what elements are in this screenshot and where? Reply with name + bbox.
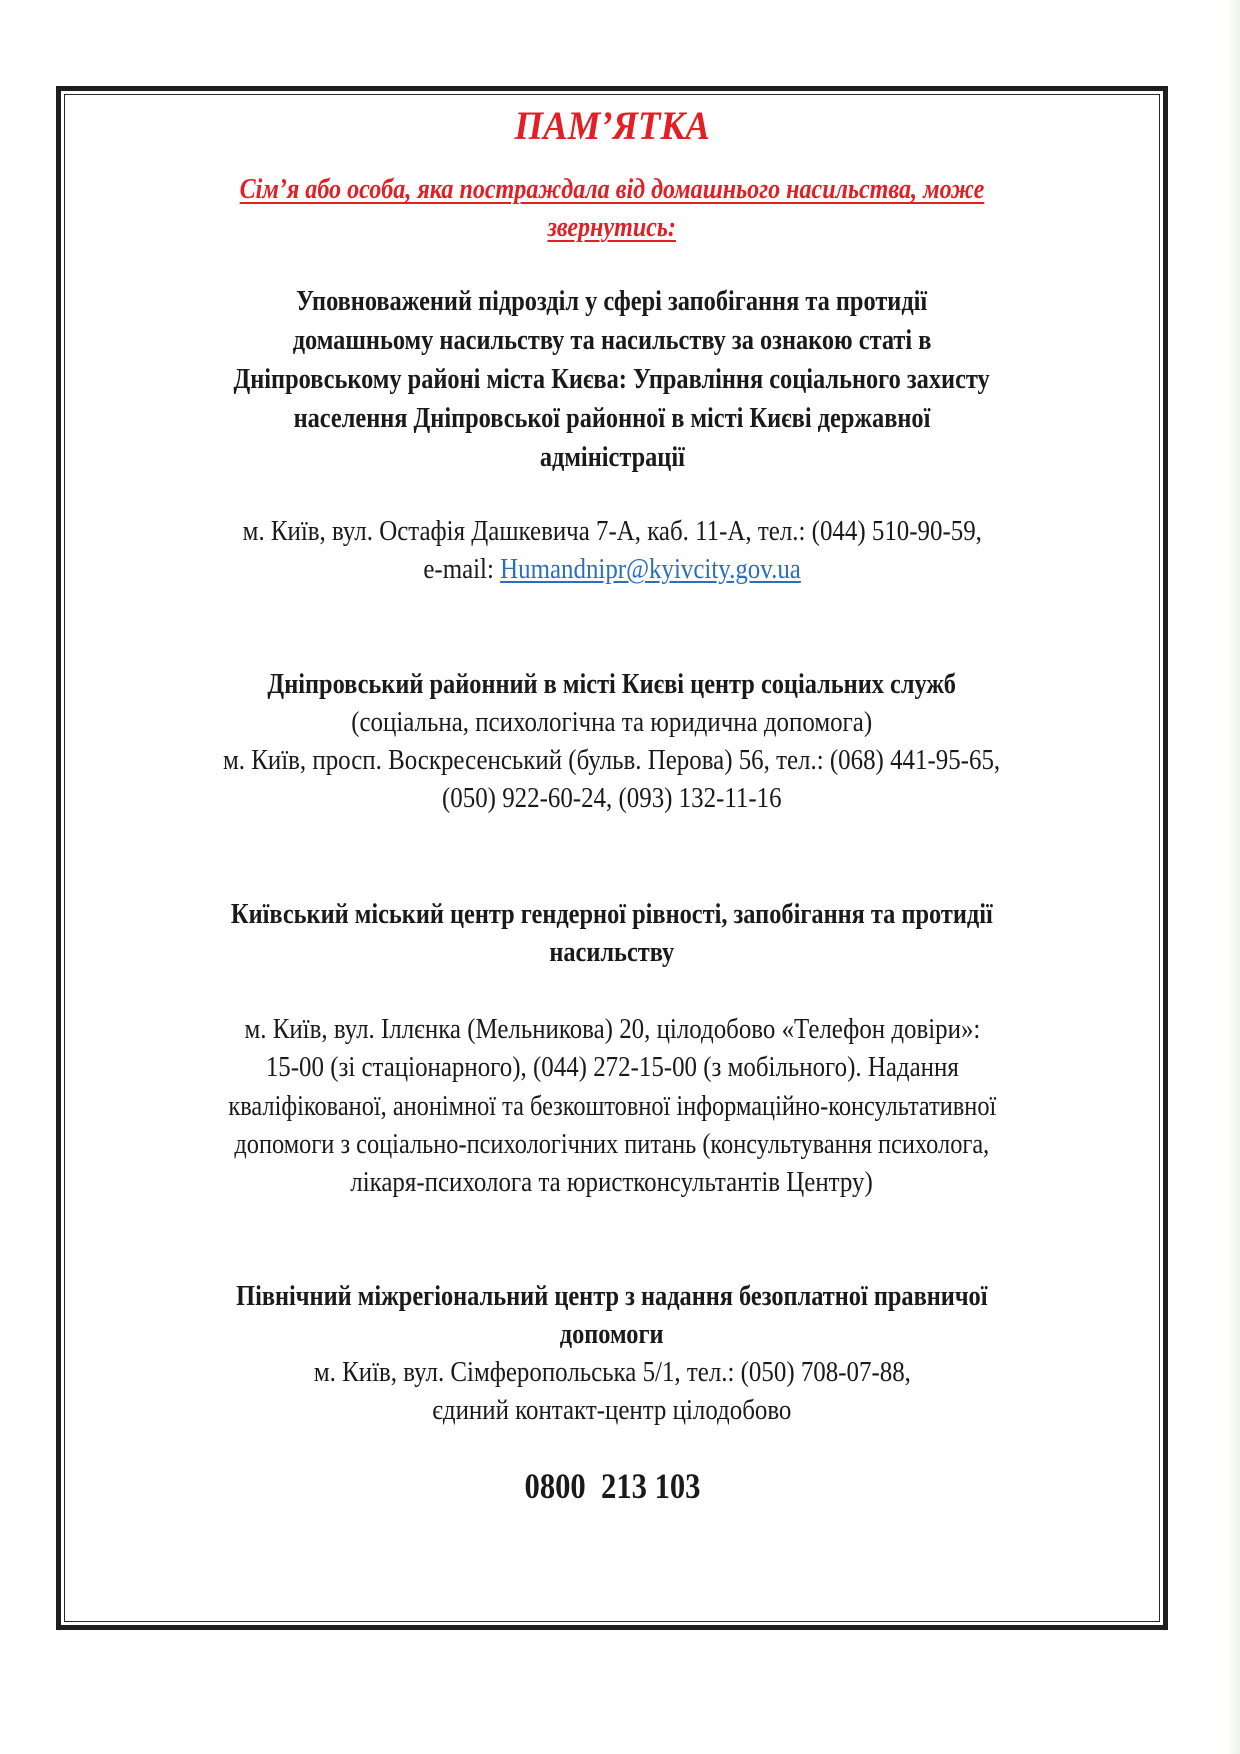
heading-text: домашньому насильству та насильству за ознакою статі в <box>292 325 932 356</box>
body-text: 15-00 (зі стаціонарного), (044) 272-15-00 (з мобільного). Надання <box>265 1052 959 1083</box>
email-line <box>423 556 801 584</box>
heading-text: Північний міжрегіональний центр з надання безоплатної правничої <box>236 1281 988 1312</box>
section-2-heading-line <box>66 671 1158 699</box>
section-3-heading-line <box>66 901 1158 929</box>
body-text: допомоги з соціально-психологічних питань (консультування психолога, <box>234 1129 990 1160</box>
heading-text: Київський міський центр гендерної рівності, запобігання та протидії <box>231 899 993 930</box>
heading-text: Дніпровському районі міста Києва: Управління соціального захисту <box>233 364 991 395</box>
section-1-heading-line <box>66 405 1158 433</box>
section-3-body-line <box>66 1169 1158 1197</box>
email-link[interactable]: Humandnipr@kyivcity.gov.ua <box>500 554 801 585</box>
subtitle-text-2: звернутись: <box>547 212 677 243</box>
body-text: кваліфікованої, анонімної та безкоштовної інформаційно-консультативної <box>228 1091 996 1122</box>
email-label: e-mail: <box>423 554 501 585</box>
section-2-body-line <box>66 709 1158 737</box>
section-1-address <box>66 518 1158 546</box>
section-4-heading-line <box>66 1321 1158 1349</box>
memo-subtitle-line-2 <box>66 214 1158 242</box>
heading-text: населення Дніпровської районної в місті Києві державної <box>293 403 931 434</box>
section-1-email-line <box>66 556 1158 584</box>
memo-title <box>66 103 1158 148</box>
hotline-number <box>66 1468 1158 1504</box>
heading-text: допомоги <box>560 1319 664 1350</box>
memo-title-text: ПАМ’ЯТКА <box>514 103 710 148</box>
section-3-body-line <box>66 1054 1158 1082</box>
section-2-body-line <box>66 785 1158 813</box>
section-3-body-line <box>66 1131 1158 1159</box>
memo-content <box>66 96 1158 1620</box>
memo-subtitle-line-1 <box>66 176 1158 204</box>
heading-text: Дніпровський районний в місті Києві центр соціальних служб <box>267 669 957 700</box>
section-4-body-line <box>66 1359 1158 1387</box>
hotline-text: 0800 213 103 <box>524 1466 700 1506</box>
section-3-body-line <box>66 1016 1158 1044</box>
subtitle-text-1: Сім’я або особа, яка постраждала від домашнього насильства, може <box>239 174 985 205</box>
section-1-heading-line <box>66 444 1158 472</box>
scan-edge-strip <box>1228 0 1240 1754</box>
body-text: лікаря-психолога та юристконсультантів Центру) <box>350 1167 874 1198</box>
address-text: м. Київ, вул. Остафія Дашкевича 7-А, каб. 11-А, тел.: (044) 510-90-59, <box>242 516 982 547</box>
section-4-body-line <box>66 1397 1158 1425</box>
section-2-body-line <box>66 747 1158 775</box>
section-1-heading-line <box>66 288 1158 316</box>
body-text: м. Київ, вул. Іллєнка (Мельникова) 20, цілодобово «Телефон довіри»: <box>244 1014 980 1045</box>
section-3-body-line <box>66 1093 1158 1121</box>
section-1-heading-line <box>66 327 1158 355</box>
body-text: м. Київ, вул. Сімферопольська 5/1, тел.: (050) 708-07-88, <box>313 1357 911 1388</box>
section-1-heading-line <box>66 366 1158 394</box>
heading-text: Уповноважений підрозділ у сфері запобігання та протидії <box>296 286 928 317</box>
body-text: м. Київ, просп. Воскресенський (бульв. Перова) 56, тел.: (068) 441-95-65, <box>223 745 1001 776</box>
body-text: єдиний контакт-центр цілодобово <box>432 1395 792 1426</box>
body-text: (050) 922-60-24, (093) 132-11-16 <box>442 783 782 814</box>
section-4-heading-line <box>66 1283 1158 1311</box>
heading-text: насильству <box>549 937 675 968</box>
section-3-heading-line <box>66 939 1158 967</box>
body-text: (соціальна, психологічна та юридична допомога) <box>351 707 873 738</box>
heading-text: адміністрації <box>539 442 685 473</box>
